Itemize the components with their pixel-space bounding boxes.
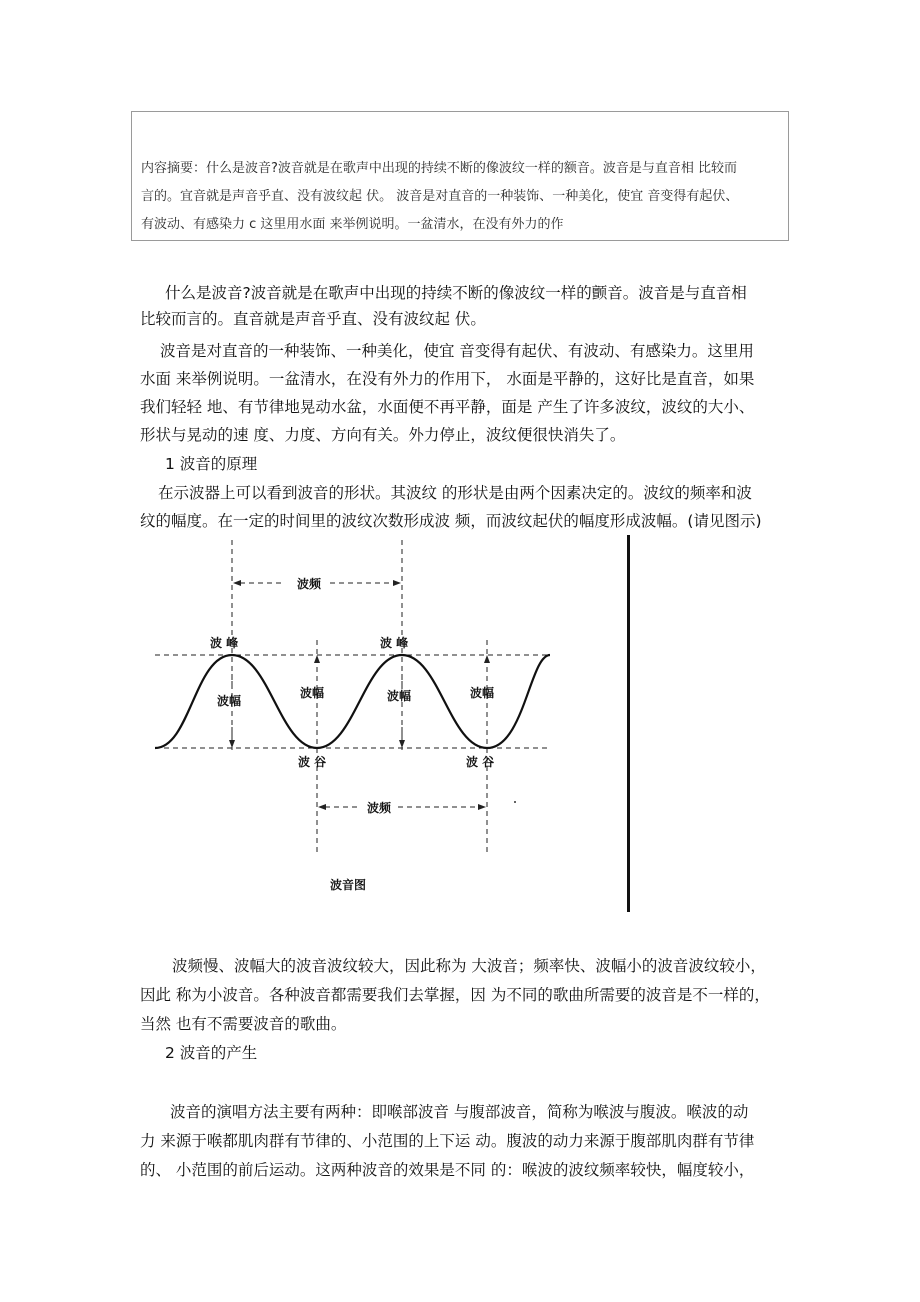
paragraph-line: 我们轻轻 地、有节律地晃动水盆，水面便不再平静，面是 产生了许多波纹，波纹的大小、 — [140, 398, 755, 416]
arrow-head — [393, 580, 401, 586]
trough-label: 波 谷 — [466, 755, 495, 769]
paragraph-line: 形状与晃动的速 度、力度、方向有关。外力停止，波纹便很快消失了。 — [140, 426, 626, 444]
paragraph-line: 水面 来举例说明。一盆清水，在没有外力的作用下， 水面是平静的，这好比是直音，如果 — [140, 370, 755, 388]
paragraph-line: 比较而言的。直音就是声音乎直、没有波纹起 伏。 — [140, 310, 486, 328]
summary-line: 有波动、有感染力 c 这里用水面 来举例说明。一盆清水，在没有外力的作 — [141, 217, 564, 232]
arrow-head — [399, 740, 405, 748]
peak-label: 波 峰 — [210, 636, 239, 650]
amp-label: 波幅 — [387, 689, 412, 703]
summary-line: 内容摘要：什么是波音?波音就是在歌声中出现的持续不断的像波纹一样的额音。波音是与直音相 比较而 — [141, 161, 738, 176]
paragraph-line: 的、 小范围的前后运动。这两种波音的效果是不同 的：喉波的波纹频率较快，幅度较小， — [140, 1161, 755, 1179]
stray-dot — [514, 801, 516, 803]
arrow-head — [478, 804, 486, 810]
trough-label: 波 谷 — [298, 755, 327, 769]
arrow-head — [233, 580, 241, 586]
paragraph-line: 因此 称为小波音。各种波音都需要我们去掌握，因 为不同的歌曲所需要的波音是不一样的， — [140, 986, 770, 1004]
freq-label-bottom: 波频 — [367, 801, 392, 815]
paragraph-line: 力 来源于喉都肌肉群有节律的、小范围的上下运 动。腹波的动力来源于腹部肌肉群有节律 — [140, 1132, 755, 1150]
arrow-head — [314, 655, 320, 663]
vertical-rule — [627, 535, 630, 912]
amp-label: 波幅 — [300, 686, 325, 700]
arrow-head — [229, 740, 235, 748]
paragraph-line: 在示波器上可以看到波音的形状。其波纹 的形状是由两个因素决定的。波纹的频率和波 — [158, 484, 752, 502]
paragraph-line: 当然 也有不需要波音的歌曲。 — [140, 1015, 347, 1033]
summary-text — [141, 155, 782, 239]
wave-diagram — [140, 535, 570, 905]
peak-label: 波 峰 — [380, 636, 409, 650]
section-heading: 2 波音的产生 — [165, 1044, 258, 1062]
summary-box — [131, 111, 789, 241]
paragraph-line: 波频慢、波幅大的波音波纹较大，因此称为 大波音；频率快、波幅小的波音波纹较小， — [172, 957, 766, 975]
figure-caption: 波音图 — [330, 878, 367, 892]
arrow-head — [484, 655, 490, 663]
summary-line: 言的。宜音就是声音乎直、没有波纹起 伏。 波音是对直音的一种装饰、一种美化，使宜 音变得有起伏、 — [141, 189, 739, 204]
paragraph-line: 纹的幅度。在一定的时间里的波纹次数形成波 频，而波纹起伏的幅度形成波幅。(请见图示) — [140, 512, 762, 530]
amp-label: 波幅 — [217, 694, 242, 708]
sine-wave — [155, 655, 550, 748]
paragraph-line: 什么是波音?波音就是在歌声中出现的持续不断的像波纹一样的颤音。波音是与直音相 — [165, 284, 747, 302]
paragraph-line: 波音的演唱方法主要有两种：即喉部波音 与腹部波音，简称为喉波与腹波。喉波的动 — [170, 1103, 749, 1121]
arrow-head — [318, 804, 326, 810]
amp-label: 波幅 — [470, 686, 495, 700]
freq-label-top: 波频 — [297, 577, 322, 591]
paragraph-line: 波音是对直音的一种装饰、一种美化，使宜 音变得有起伏、有波动、有感染力。这里用 — [160, 342, 754, 360]
section-heading: 1 波音的原理 — [165, 455, 258, 473]
